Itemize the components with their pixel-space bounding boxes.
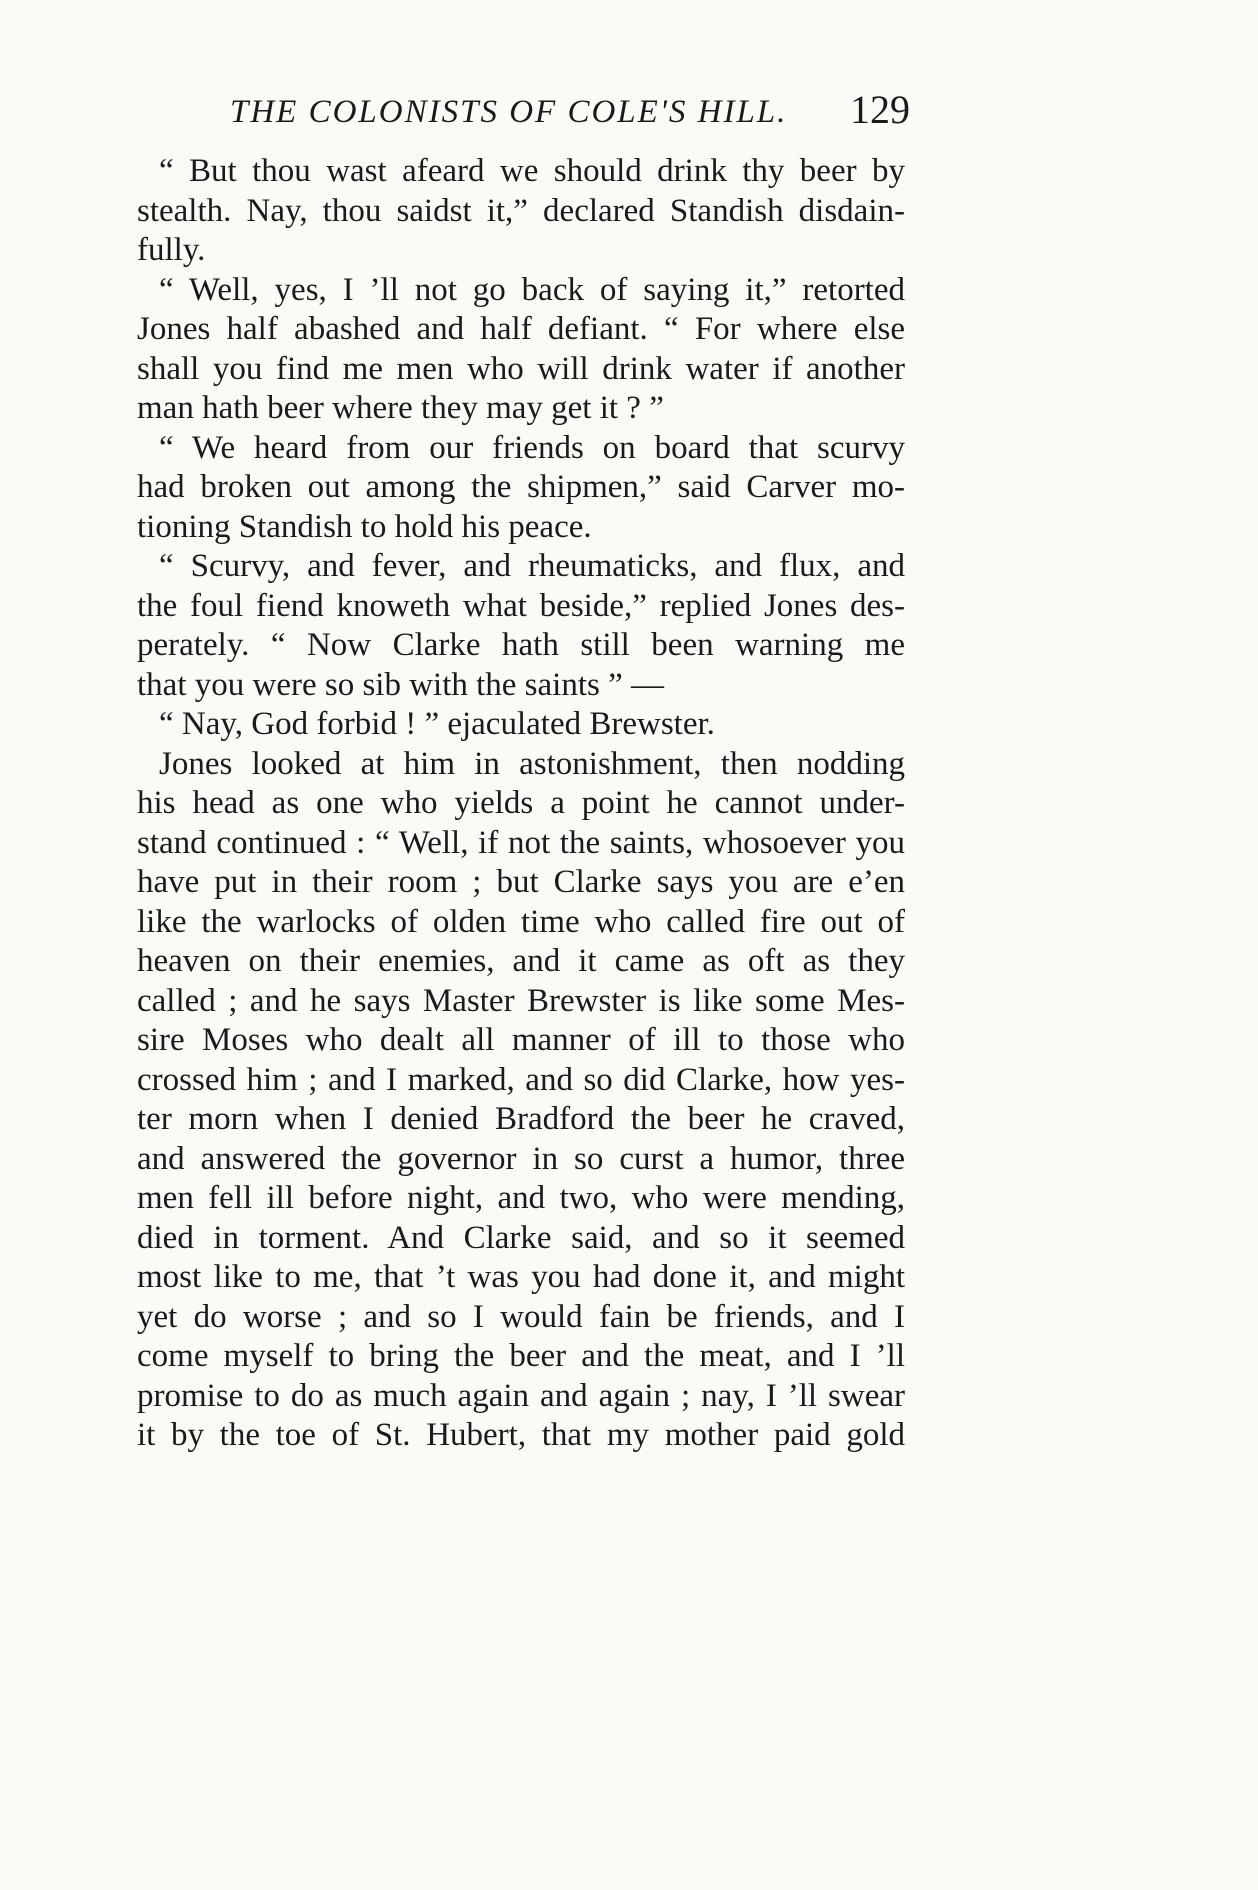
text-line: sire Moses who dealt all manner of ill to those who: [137, 1022, 905, 1058]
running-title: THE COLONISTS OF COLE'S HILL.: [230, 94, 788, 130]
text-line: shall you find me men who will drink water if another: [137, 350, 905, 387]
text-line: “ Scurvy, and fever, and rheumaticks, and flux, and: [159, 548, 905, 584]
text-line: that you were so sib with the saints ” —: [137, 666, 665, 703]
text-line: come myself to bring the beer and the meat, and I ’ll: [137, 1338, 905, 1374]
text-line: ter morn when I denied Bradford the beer he craved,: [137, 1101, 905, 1137]
text-line: perately. “ Now Clarke hath still been warning me: [137, 627, 905, 663]
text-line: Jones looked at him in astonishment, then nodding: [159, 745, 905, 782]
text-line: stealth. Nay, thou saidst it,” declared Standish disdain-: [137, 192, 905, 229]
text-line: had broken out among the shipmen,” said Carver mo-: [137, 469, 905, 505]
text-line: crossed him ; and I marked, and so did Clarke, how yes-: [137, 1061, 905, 1098]
text-line: like the warlocks of olden time who called fire out of: [137, 903, 905, 940]
text-line: fully.: [137, 232, 206, 268]
text-line: men fell ill before night, and two, who were mending,: [137, 1180, 905, 1216]
body-text: [137, 152, 905, 1456]
page-number: 129: [850, 87, 910, 132]
text-line: tioning Standish to hold his peace.: [137, 508, 592, 545]
text-line: and answered the governor in so curst a humor, three: [137, 1140, 905, 1177]
text-line: stand continued : “ Well, if not the saints, whosoever you: [137, 824, 905, 861]
text-line: it by the toe of St. Hubert, that my mother paid gold: [137, 1417, 905, 1453]
text-line: “ But thou wast afeard we should drink thy beer by: [159, 153, 905, 189]
text-line: most like to me, that ’t was you had done it, and might: [137, 1259, 905, 1295]
text-line: yet do worse ; and so I would fain be friends, and I: [137, 1298, 905, 1335]
text-line: heaven on their enemies, and it came as oft as they: [137, 943, 905, 979]
text-line: died in torment. And Clarke said, and so it seemed: [137, 1219, 905, 1256]
text-line: promise to do as much again and again ; nay, I ’ll swear: [137, 1377, 905, 1414]
text-line: “ We heard from our friends on board that scurvy: [159, 429, 905, 466]
text-line: “ Well, yes, I ’ll not go back of saying it,” retorted: [159, 271, 905, 308]
text-line: have put in their room ; but Clarke says you are e’en: [137, 864, 905, 900]
text-line: “ Nay, God forbid ! ” ejaculated Brewster.: [159, 706, 715, 742]
text-line: Jones half abashed and half defiant. “ For where else: [137, 311, 905, 347]
text-line: his head as one who yields a point he cannot under-: [137, 785, 905, 821]
text-line: man hath beer where they may get it ? ”: [137, 390, 664, 426]
text-line: the foul fiend knoweth what beside,” replied Jones des-: [137, 587, 905, 624]
text-line: called ; and he says Master Brewster is like some Mes-: [137, 982, 905, 1019]
page-header: [230, 86, 910, 136]
